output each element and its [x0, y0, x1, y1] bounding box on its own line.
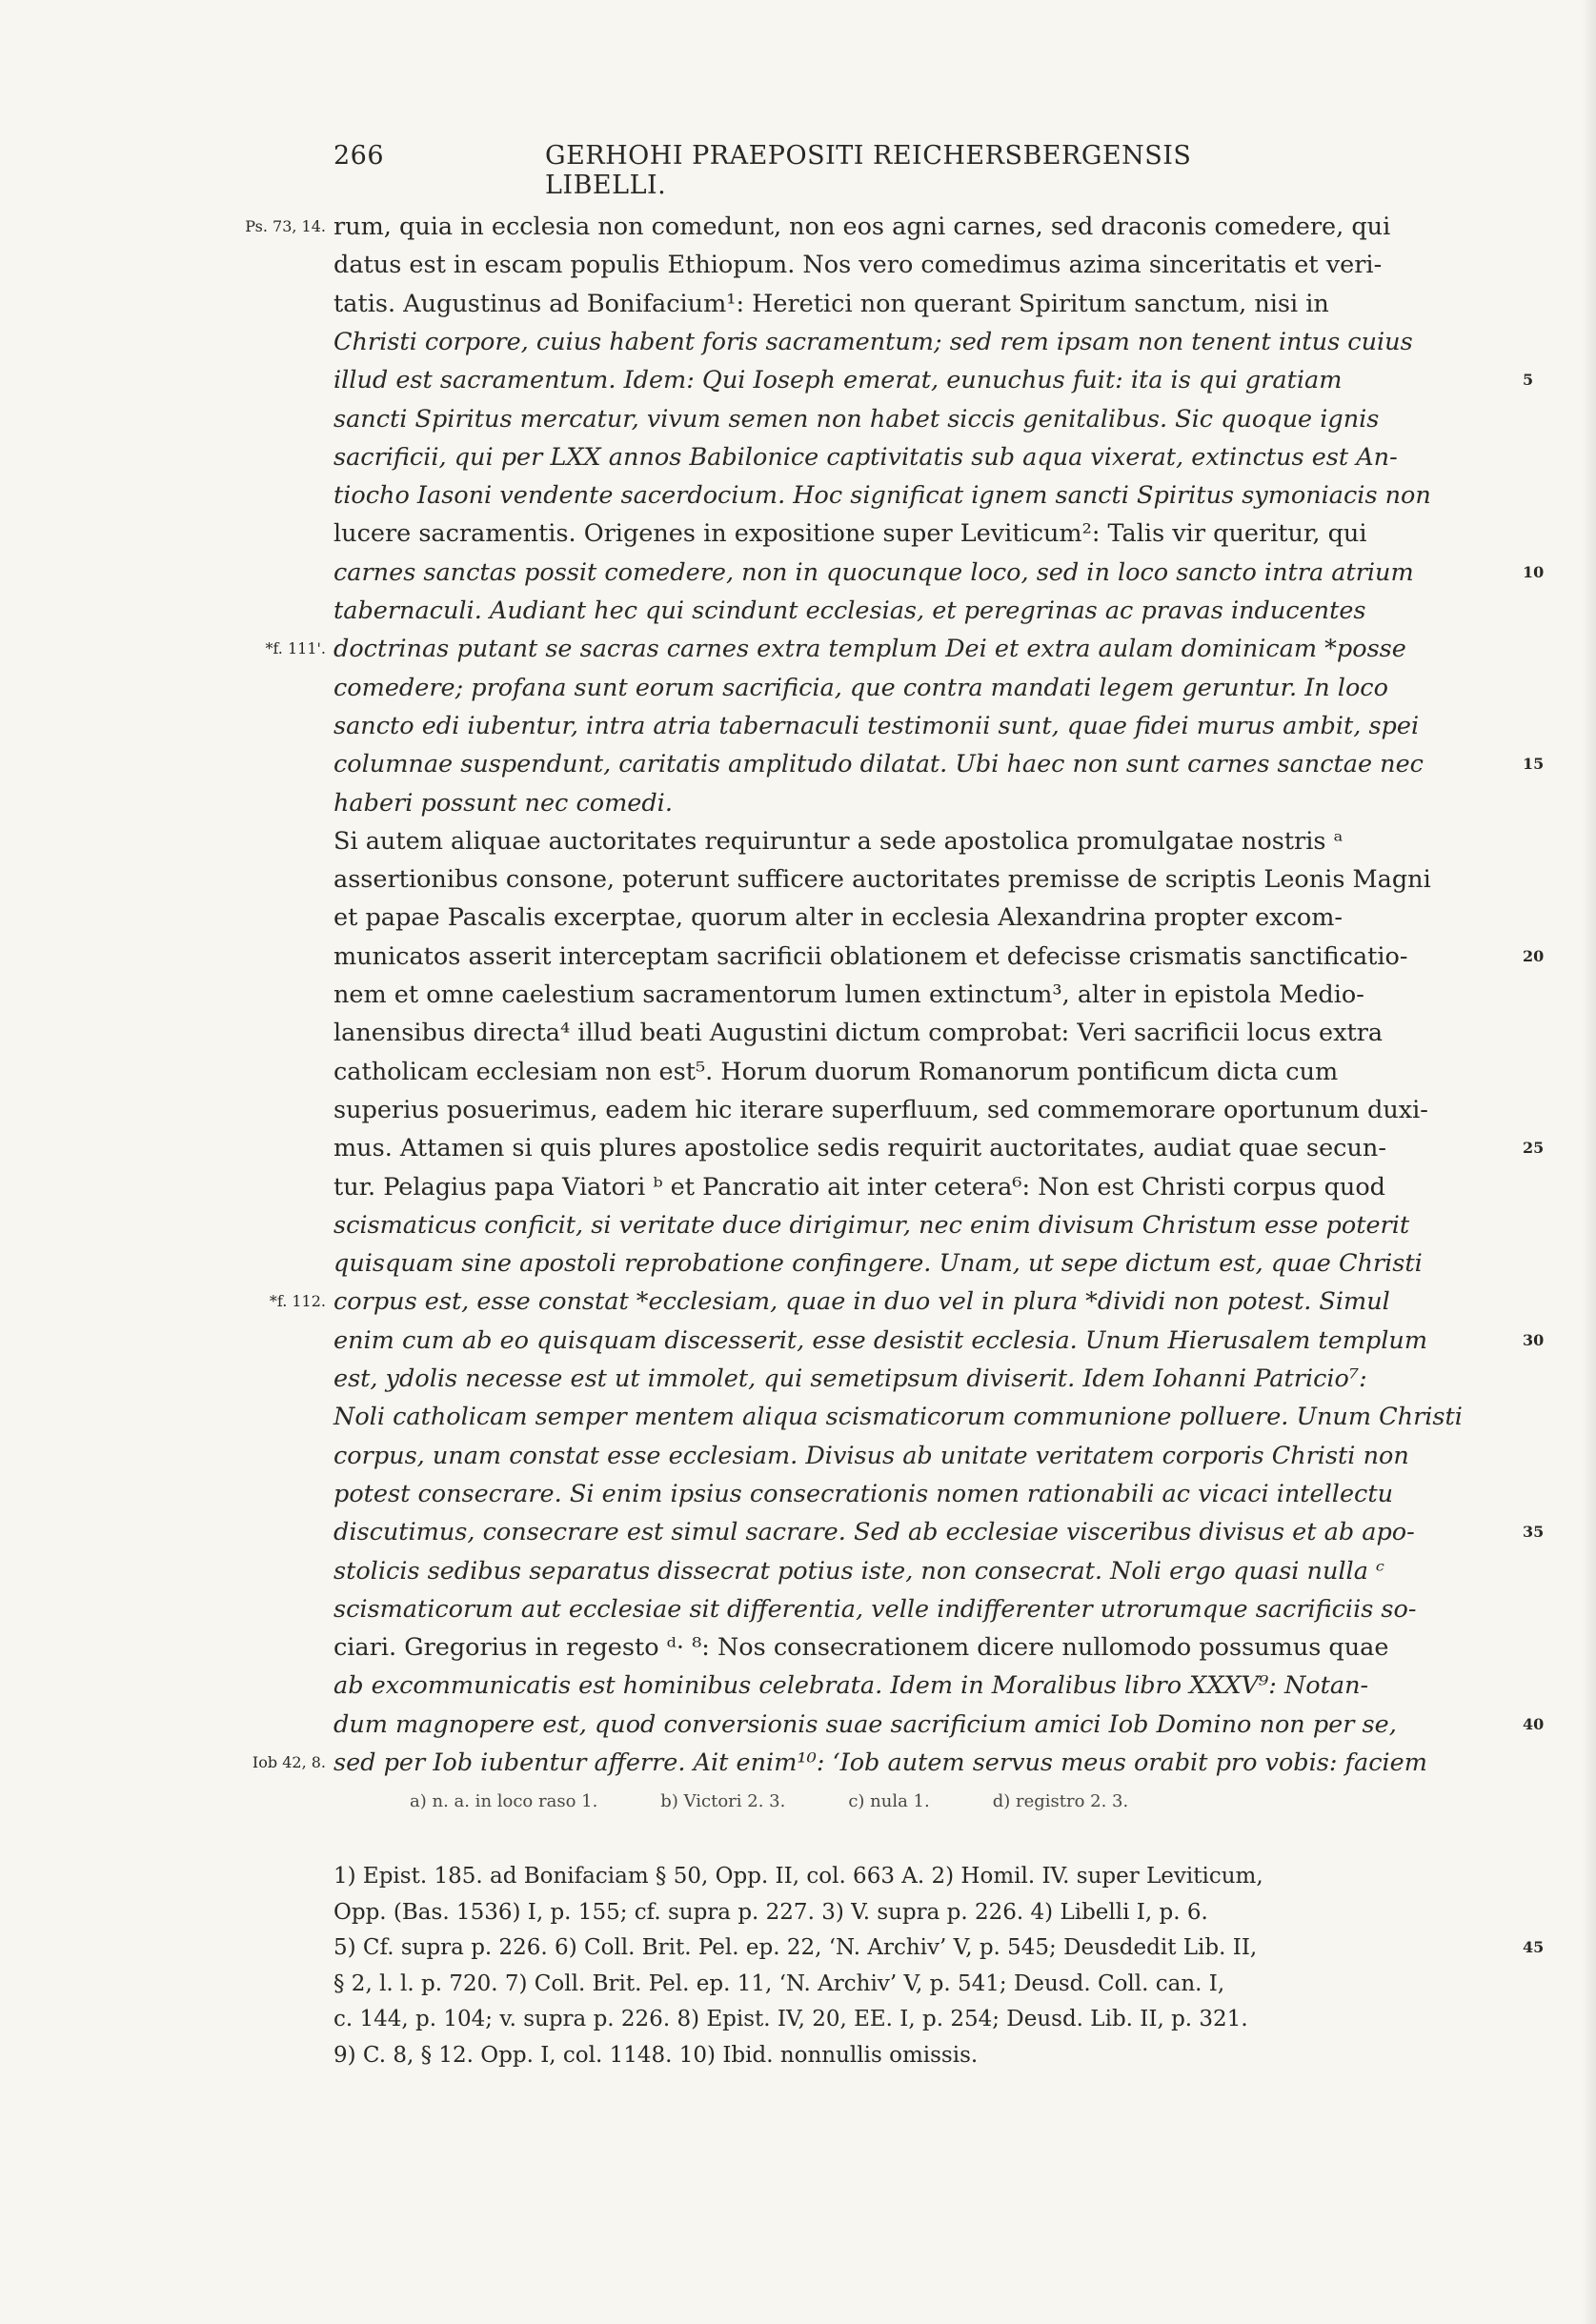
line-text: superius posuerimus, eadem hic iterare superfluum, sed commemorare oportunum duxi- — [333, 1095, 1428, 1124]
line-text: Noli catholicam semper mentem aliqua scismaticorum communione polluere. Unum Christi — [333, 1403, 1463, 1432]
line-text: lucere sacramentis. Origenes in expositione super Leviticum²: Talis vir queritur, qui — [333, 519, 1367, 549]
text-line — [333, 899, 1513, 937]
text-line — [333, 1360, 1513, 1398]
text-line — [333, 554, 1545, 592]
variant-note: c) nula 1. — [848, 1791, 930, 1811]
line-text: sed per Iob iubentur afferre. Ait enim¹⁰: ‘Iob autem servus meus orabit pro vobis: faciem — [333, 1748, 1427, 1777]
footnote-line — [333, 2001, 1513, 2037]
margin-reference: *f. 112. — [269, 1292, 326, 1311]
text-line — [333, 1437, 1513, 1475]
line-text: scismaticus conficit, si veritate duce dirigimur, nec enim divisum Christum esse poterit — [333, 1210, 1410, 1240]
line-text: stolicis sedibus separatus dissecrat potius iste, non consecrat. Noli ergo quasi nulla ᶜ — [333, 1556, 1384, 1586]
text-line — [333, 246, 1513, 284]
variant-note: d) registro 2. 3. — [992, 1791, 1129, 1811]
text-line — [333, 476, 1513, 515]
text-line — [333, 1053, 1513, 1091]
text-line — [333, 1129, 1545, 1167]
footnote-text: 5) Cf. supra p. 226. 6) Coll. Brit. Pel. ep. 22, ‘N. Archiv’ V, p. 545; Deusdedit Lib. II, — [333, 1935, 1258, 1960]
line-text: doctrinas putant se sacras carnes extra templum Dei et extra aulam dominicam *posse — [333, 635, 1406, 664]
line-text: mus. Attamen si quis plures apostolice sedis requirit auctoritates, audiat quae secun- — [333, 1134, 1386, 1163]
line-text: Si autem aliquae auctoritates requiruntur a sede apostolica promulgatae nostris ᵃ — [333, 826, 1343, 856]
margin-reference: Iob 42, 8. — [252, 1753, 326, 1771]
line-text: enim cum ab eo quisquam discesserit, esse desistit ecclesia. Unum Hierusalem templum — [333, 1325, 1428, 1355]
line-text: assertionibus consone, poterunt sufficere auctoritates premisse de scriptis Leonis Magni — [333, 865, 1431, 895]
text-line — [333, 438, 1513, 476]
page-edge-shadow — [1582, 0, 1596, 2324]
running-title: GERHOHI PRAEPOSITI REICHERSBERGENSIS LIBELLI. — [545, 141, 1192, 200]
line-text: est, ydolis necesse est ut immolet, qui semetipsum diviserit. Idem Iohanni Patricio⁷: — [333, 1364, 1367, 1393]
text-line — [333, 1014, 1513, 1052]
text-line — [333, 938, 1545, 976]
variant-note: b) Victori 2. 3. — [660, 1791, 786, 1811]
footnote-line — [333, 1966, 1513, 2002]
footnote-text: § 2, l. l. p. 720. 7) Coll. Brit. Pel. ep. 11, ‘N. Archiv’ V, p. 541; Deusd. Coll. can. I, — [333, 1970, 1225, 1996]
text-line — [333, 860, 1513, 899]
text-line — [333, 1667, 1513, 1705]
line-number: 35 — [1523, 1523, 1545, 1542]
line-text: quisquam sine apostoli reprobatione confingere. Unam, ut sepe dictum est, quae Christi — [333, 1249, 1423, 1279]
line-number: 40 — [1523, 1714, 1545, 1733]
text-line — [333, 285, 1513, 323]
line-text: scismaticorum aut ecclesiae sit differentia, velle indifferenter utrorumque sacrificiis so- — [333, 1594, 1417, 1624]
footnote-line — [333, 2037, 1513, 2073]
text-line — [333, 1475, 1513, 1513]
text-line — [333, 323, 1513, 361]
text-line — [333, 515, 1513, 553]
text-line — [333, 361, 1534, 399]
line-number: 45 — [1523, 1938, 1545, 1956]
line-number: 15 — [1523, 755, 1545, 774]
line-text: datus est in escam populis Ethiopum. Nos vero comedimus azima sinceritatis et veri- — [333, 251, 1383, 280]
text-line — [333, 1513, 1545, 1551]
line-text: ciari. Gregorius in regesto ᵈ· ⁸: Nos consecrationem dicere nullomodo possumus quae — [333, 1633, 1389, 1663]
line-text: sancto edi iubentur, intra atria tabernaculi testimonii sunt, quae fidei murus ambit, spei — [333, 711, 1420, 740]
footnote-line — [333, 1930, 1545, 1966]
text-line — [333, 784, 1513, 822]
line-text: sancti Spiritus mercatur, vivum semen non habet siccis genitalibus. Sic quoque ignis — [333, 404, 1380, 434]
text-line — [333, 707, 1513, 745]
line-text: ab excommunicatis est hominibus celebrata. Idem in Moralibus libro XXXV⁹: Notan- — [333, 1671, 1369, 1701]
text-line — [265, 630, 1513, 668]
text-line — [333, 1552, 1513, 1590]
text-line — [333, 822, 1513, 860]
line-text: et papae Pascalis excerptae, quorum alter in ecclesia Alexandrina propter excom- — [333, 903, 1343, 933]
line-text: dum magnopere est, quod conversionis suae sacrificium amici Iob Domino non per se, — [333, 1709, 1397, 1739]
line-number: 25 — [1523, 1139, 1545, 1158]
line-text: catholicam ecclesiam non est⁵. Horum duorum Romanorum pontificum dicta cum — [333, 1057, 1339, 1086]
line-number: 20 — [1523, 946, 1545, 965]
line-text: potest consecrare. Si enim ipsius consecrationis nomen rationabili ac vicaci intellectu — [333, 1479, 1394, 1508]
page-number: 266 — [333, 141, 385, 171]
line-text: comedere; profana sunt eorum sacrificia, que contra mandati legem geruntur. In loco — [333, 673, 1388, 702]
text-line — [333, 592, 1513, 630]
text-line — [333, 745, 1545, 783]
line-text: municatos asserit interceptam sacrificii oblationem et defecisse crismatis sanctificatio- — [333, 941, 1408, 971]
line-text: sacrificii, qui per LXX annos Babilonice captivitatis sub aqua vixerat, extinctus est An- — [333, 442, 1398, 472]
variant-note: a) n. a. in loco raso 1. — [410, 1791, 598, 1811]
line-text: tiocho Iasoni vendente sacerdocium. Hoc significat ignem sancti Spiritus symoniacis non — [333, 481, 1431, 511]
variant-notes — [410, 1791, 1191, 1811]
footnote-text: c. 144, p. 104; v. supra p. 226. 8) Epist. IV, 20, EE. I, p. 254; Deusd. Lib. II, p. 321. — [333, 2007, 1248, 2031]
footnote-line — [333, 1858, 1513, 1894]
line-text: discutimus, consecrare est simul sacrare. Sed ab ecclesiae visceribus divisus et ab apo- — [333, 1518, 1415, 1547]
footnote-text: 1) Epist. 185. ad Bonifaciam § 50, Opp. II, col. 663 A. 2) Homil. IV. super Leviticum, — [333, 1864, 1263, 1889]
line-text: Christi corpore, cuius habent foris sacramentum; sed rem ipsam non tenent intus cuius — [333, 327, 1413, 356]
text-line — [333, 400, 1513, 438]
line-number: 30 — [1523, 1330, 1545, 1349]
text-line — [333, 1398, 1513, 1436]
text-line — [333, 1206, 1513, 1244]
margin-reference: *f. 111'. — [265, 639, 326, 658]
footnote-line — [333, 1894, 1513, 1930]
line-text: corpus est, esse constat *ecclesiam, quae in duo vel in plura *dividi non potest. Simul — [333, 1287, 1390, 1317]
text-line — [252, 1744, 1513, 1782]
text-line — [333, 1168, 1513, 1206]
text-line — [333, 669, 1513, 707]
line-text: haberi possunt nec comedi. — [333, 788, 673, 818]
text-line — [333, 1590, 1513, 1628]
line-text: rum, quia in ecclesia non comedunt, non eos agni carnes, sed draconis comedere, qui — [333, 212, 1391, 241]
text-line — [333, 1091, 1513, 1129]
line-text: columnae suspendunt, caritatis amplitudo dilatat. Ubi haec non sunt carnes sanctae nec — [333, 750, 1424, 779]
footnote-text: 9) C. 8, § 12. Opp. I, col. 1148. 10) Ibid. nonnullis omissis. — [333, 2042, 979, 2068]
line-text: lanensibus directa⁴ illud beati Augustini dictum comprobat: Veri sacrificii locus extra — [333, 1019, 1384, 1048]
text-line — [333, 1322, 1545, 1360]
line-text: corpus, unam constat esse ecclesiam. Divisus ab unitate veritatem corporis Christi non — [333, 1441, 1409, 1470]
line-text: tabernaculi. Audiant hec qui scindunt ecclesias, et peregrinas ac pravas inducentes — [333, 596, 1366, 625]
text-line — [333, 1706, 1545, 1744]
text-line — [245, 208, 1513, 246]
footnote-text: Opp. (Bas. 1536) I, p. 155; cf. supra p. 227. 3) V. supra p. 226. 4) Libelli I, p. 6. — [333, 1899, 1208, 1925]
margin-reference: Ps. 73, 14. — [245, 217, 326, 235]
line-text: illud est sacramentum. Idem: Qui Ioseph emerat, eunuchus fuit: ita is qui gratiam — [333, 366, 1343, 395]
text-line — [333, 1628, 1513, 1667]
text-line — [333, 976, 1513, 1014]
line-number: 5 — [1523, 371, 1534, 390]
line-text: tatis. Augustinus ad Bonifacium¹: Heretici non querant Spiritum sanctum, nisi in — [333, 289, 1329, 318]
line-text: tur. Pelagius papa Viatori ᵇ et Pancratio ait inter cetera⁶: Non est Christi corpus quod — [333, 1172, 1386, 1202]
line-text: nem et omne caelestium sacramentorum lumen extinctum³, alter in epistola Medio- — [333, 980, 1364, 1009]
text-line — [269, 1283, 1513, 1321]
line-text: carnes sanctas possit comedere, non in quocunque loco, sed in loco sancto intra atrium — [333, 557, 1414, 587]
line-number: 10 — [1523, 562, 1545, 581]
text-line — [333, 1244, 1513, 1283]
